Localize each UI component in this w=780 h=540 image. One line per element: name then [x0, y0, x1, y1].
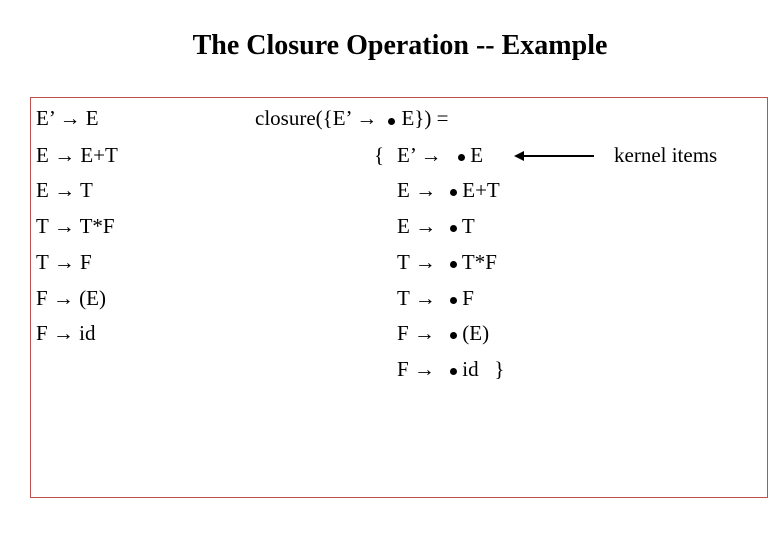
item-dot-icon [450, 261, 457, 268]
closure-item-lhs: E → [397, 214, 437, 238]
closure-item-lhs: F → [397, 321, 435, 345]
item-dot-icon [450, 189, 457, 196]
grammar-rule: T → F [36, 250, 92, 274]
closure-item-lhs: T → [397, 286, 436, 310]
closure-header-right: E}) = [401, 106, 449, 130]
grammar-rule: E → T [36, 178, 93, 202]
item-dot-icon [450, 297, 457, 304]
arrow-shaft [522, 155, 594, 157]
closure-item-lhs: E → [397, 178, 437, 202]
item-dot-icon [450, 225, 457, 232]
slide-title: The Closure Operation -- Example [192, 30, 608, 61]
item-dot-icon [450, 332, 457, 339]
closure-item-rhs: E+T [450, 178, 500, 202]
open-brace: { [374, 143, 385, 167]
item-dot-icon [450, 368, 457, 375]
kernel-items-label: kernel items [614, 143, 718, 167]
closure-item-rhs: F [450, 286, 474, 310]
closure-header-left: closure({E’ → [255, 106, 378, 130]
closure-header [255, 106, 448, 130]
closure-item-rhs: T [450, 214, 475, 238]
grammar-rule: T → T*F [36, 214, 115, 238]
grammar-rule: F → id [36, 321, 96, 345]
item-dot-icon [388, 118, 395, 125]
close-brace: } [494, 357, 505, 381]
grammar-rule: F → (E) [36, 286, 106, 310]
closure-item-rhs: (E) [450, 321, 489, 345]
closure-item-rhs: T*F [450, 250, 497, 274]
closure-item-rhs: id } [450, 357, 504, 381]
grammar-rule: E’ → E [36, 106, 99, 130]
closure-item-lhs: F → [397, 357, 435, 381]
closure-item-lhs: T → [397, 250, 436, 274]
item-dot-icon [458, 154, 465, 161]
closure-item-lhs: E’ → [397, 143, 442, 167]
grammar-rule: E → E+T [36, 143, 118, 167]
closure-item-rhs: E [458, 143, 483, 167]
